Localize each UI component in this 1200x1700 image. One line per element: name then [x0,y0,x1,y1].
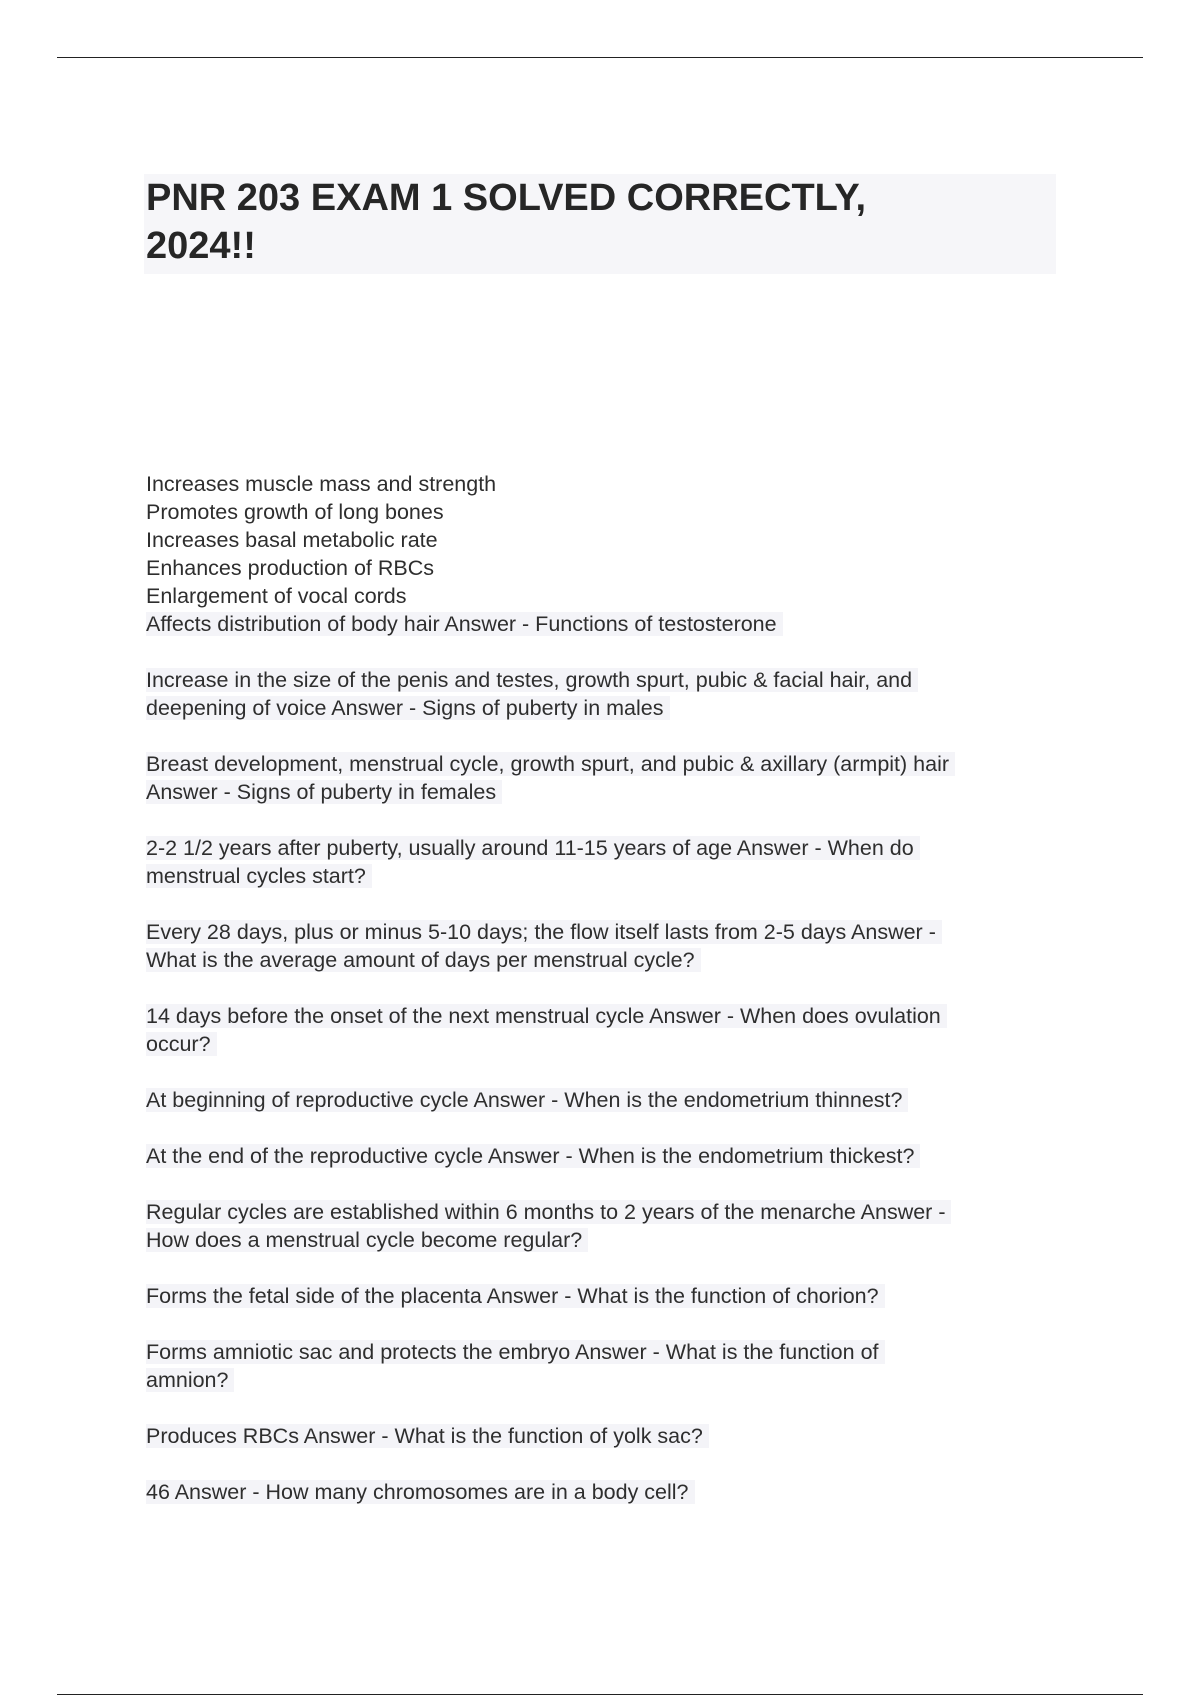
qa-line-text: Forms the fetal side of the placenta Answer - What is the function of chorion? [146,1284,885,1308]
qa-line [146,498,1066,526]
qa-line [146,1282,1066,1310]
qa-line-text: Affects distribution of body hair Answer - Functions of testosterone [146,612,783,636]
qa-line-text: 2-2 1/2 years after puberty, usually around 11-15 years of age Answer - When do [146,836,920,860]
qa-line-text: Breast development, menstrual cycle, growth spurt, and pubic & axillary (armpit) hair [146,752,955,776]
qa-line [146,778,1066,806]
qa-line [146,862,1066,890]
qa-item [146,1142,1066,1170]
qa-item [146,1422,1066,1450]
qa-line [146,946,1066,974]
qa-item [146,666,1066,722]
qa-line-text: occur? [146,1032,217,1056]
qa-item [146,1282,1066,1310]
qa-line-text: Enhances production of RBCs [146,556,435,580]
qa-item [146,1478,1066,1506]
qa-line [146,1366,1066,1394]
qa-line [146,610,1066,638]
qa-line-text: Enlargement of vocal cords [146,584,407,608]
qa-line-text: deepening of voice Answer - Signs of puberty in males [146,696,670,720]
qa-item [146,1338,1066,1394]
qa-line [146,1226,1066,1254]
qa-line-text: Increase in the size of the penis and testes, growth spurt, pubic & facial hair, and [146,668,918,692]
qa-line-text: What is the average amount of days per menstrual cycle? [146,948,701,972]
qa-line [146,1422,1066,1450]
qa-item [146,1002,1066,1058]
title-line-1: PNR 203 EXAM 1 SOLVED CORRECTLY, [146,177,867,219]
qa-line [146,918,1066,946]
qa-item [146,470,1066,638]
qa-item [146,918,1066,974]
qa-item [146,750,1066,806]
qa-line [146,694,1066,722]
qa-list [146,470,1066,1534]
qa-line-text: At the end of the reproductive cycle Answer - When is the endometrium thickest? [146,1144,920,1168]
qa-item [146,834,1066,890]
qa-item [146,1198,1066,1254]
top-rule [57,57,1143,58]
qa-line [146,666,1066,694]
qa-line [146,1478,1066,1506]
qa-line-text: Forms amniotic sac and protects the embryo Answer - What is the function of [146,1340,885,1364]
qa-line-text: Increases muscle mass and strength [146,472,497,496]
title-line-2: 2024!! [146,225,256,267]
qa-line [146,582,1066,610]
qa-line [146,1002,1066,1030]
qa-line [146,1086,1066,1114]
qa-line-text: menstrual cycles start? [146,864,372,888]
qa-line-text: Produces RBCs Answer - What is the function of yolk sac? [146,1424,709,1448]
qa-line-text: Increases basal metabolic rate [146,528,438,552]
qa-line [146,1338,1066,1366]
qa-line-text: How does a menstrual cycle become regular? [146,1228,588,1252]
qa-line-text: 14 days before the onset of the next menstrual cycle Answer - When does ovulation [146,1004,947,1028]
qa-line-text: Every 28 days, plus or minus 5-10 days; the flow itself lasts from 2-5 days Answer - [146,920,942,944]
qa-line-text: Promotes growth of long bones [146,500,444,524]
bottom-rule [57,1694,1143,1695]
qa-line-text: Answer - Signs of puberty in females [146,780,502,804]
page-title [146,174,1046,270]
qa-line [146,1030,1066,1058]
qa-line-text: At beginning of reproductive cycle Answer - When is the endometrium thinnest? [146,1088,908,1112]
qa-line [146,1142,1066,1170]
qa-item [146,1086,1066,1114]
qa-line [146,554,1066,582]
qa-line-text: 46 Answer - How many chromosomes are in a body cell? [146,1480,695,1504]
qa-line [146,1198,1066,1226]
qa-line [146,834,1066,862]
qa-line-text: Regular cycles are established within 6 months to 2 years of the menarche Answer - [146,1200,951,1224]
qa-line [146,470,1066,498]
qa-line-text: amnion? [146,1368,234,1392]
qa-line [146,750,1066,778]
qa-line [146,526,1066,554]
